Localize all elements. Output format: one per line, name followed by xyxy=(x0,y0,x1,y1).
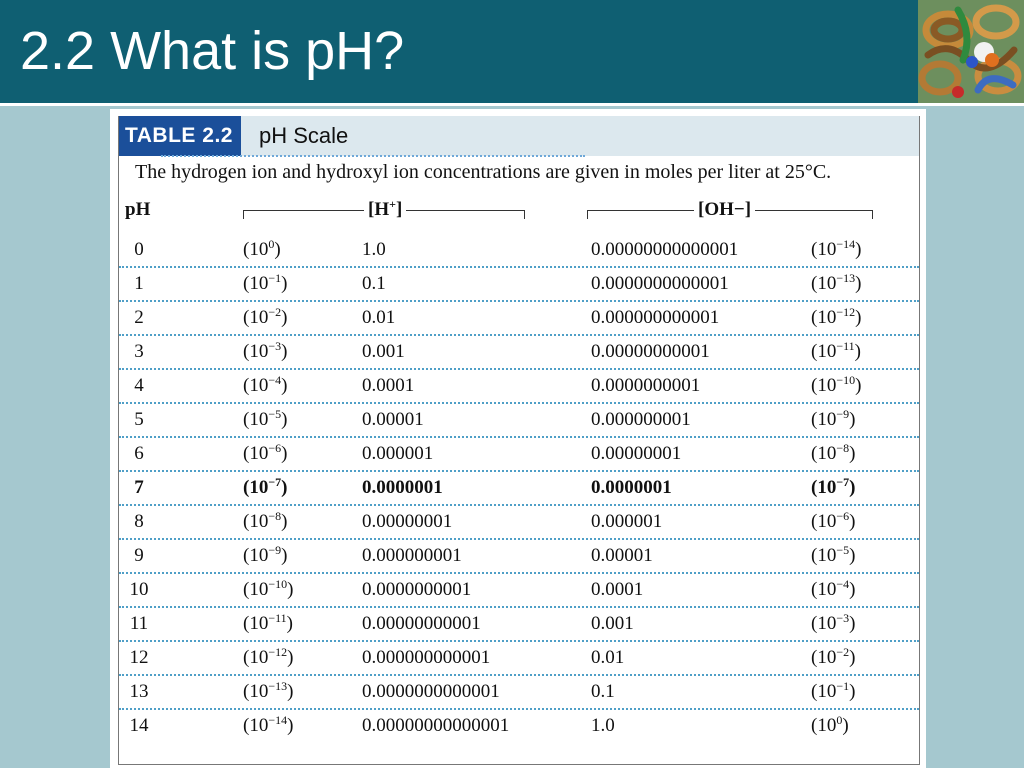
oh-concentration: 0.01 xyxy=(591,647,625,668)
h-concentration: 0.00001 xyxy=(362,409,424,430)
oh-concentration: 0.000000001 xyxy=(591,409,691,430)
table-row xyxy=(119,608,919,642)
oh-power-of-ten: $(10^{-5})$ xyxy=(811,543,856,566)
oh-power-of-ten: $(10^{-6})$ xyxy=(811,509,856,532)
ph-value: 0 xyxy=(134,239,144,260)
oh-power-of-ten: $(10^{-3})$ xyxy=(811,611,856,634)
oh-power-of-ten: $(10^{-9})$ xyxy=(811,407,856,430)
h-concentration: 0.00000000000001 xyxy=(362,715,510,736)
ph-value: 7 xyxy=(134,477,144,498)
title-divider xyxy=(0,103,1024,106)
oh-power-of-ten: $(10^{-11})$ xyxy=(811,339,861,362)
table-row xyxy=(119,472,919,506)
ph-value: 1 xyxy=(134,273,144,294)
h-concentration: 0.001 xyxy=(362,341,405,362)
h-power-of-ten: $(10^{-14})$ xyxy=(243,713,294,736)
oh-power-of-ten: $(10^{-2})$ xyxy=(811,645,856,668)
table-row xyxy=(119,234,919,268)
h-power-of-ten: $(10^{-10})$ xyxy=(243,577,294,600)
ph-value: 9 xyxy=(134,545,144,566)
h-power-of-ten: $(10^{-4})$ xyxy=(243,373,288,396)
column-header-h: [H+] xyxy=(364,199,406,221)
h-concentration: 0.0000000001 xyxy=(362,579,472,600)
slide-title: 2.2 What is pH? xyxy=(20,21,405,81)
ph-value: 4 xyxy=(134,375,144,396)
table-row xyxy=(119,710,919,744)
table-row xyxy=(119,642,919,676)
h-concentration: 0.00000000001 xyxy=(362,613,481,634)
ph-value: 14 xyxy=(129,715,149,736)
ph-value: 12 xyxy=(129,647,149,668)
table-body xyxy=(119,234,919,744)
oh-concentration: 0.00000000001 xyxy=(591,341,710,362)
oh-concentration: 0.001 xyxy=(591,613,634,634)
table-row xyxy=(119,506,919,540)
table-row xyxy=(119,336,919,370)
table-panel xyxy=(110,109,926,768)
oh-concentration: 0.00000001 xyxy=(591,443,682,464)
oh-power-of-ten: $(10^{-1})$ xyxy=(811,679,856,702)
table-row xyxy=(119,574,919,608)
h-concentration: 0.000000000001 xyxy=(362,647,491,668)
h-power-of-ten: $(10^{-7})$ xyxy=(243,475,288,498)
table-number-badge: TABLE 2.2 xyxy=(119,116,241,156)
oh-concentration: 0.000000000001 xyxy=(591,307,720,328)
table-title: pH Scale xyxy=(259,123,349,148)
h-concentration: 0.0001 xyxy=(362,375,415,396)
table-row xyxy=(119,438,919,472)
column-header-oh: [OH−] xyxy=(694,199,755,221)
ph-value: 8 xyxy=(134,511,144,532)
h-power-of-ten: $(10^{-13})$ xyxy=(243,679,294,702)
h-concentration: 0.01 xyxy=(362,307,396,328)
oh-concentration: 0.0000000001 xyxy=(591,375,701,396)
ph-value: 10 xyxy=(129,579,149,600)
oh-column-bracket xyxy=(587,199,873,220)
oh-concentration: 1.0 xyxy=(591,715,615,736)
oh-power-of-ten: $(10^{-8})$ xyxy=(811,441,856,464)
table-row xyxy=(119,268,919,302)
ph-scale-table xyxy=(118,116,920,765)
oh-concentration: 0.0000000000001 xyxy=(591,273,729,294)
protein-helix-icon xyxy=(918,0,1024,103)
h-power-of-ten: $(10^{-1})$ xyxy=(243,271,288,294)
oh-power-of-ten: $(10^{-14})$ xyxy=(811,237,862,260)
oh-concentration: 0.1 xyxy=(591,681,615,702)
oh-concentration: 0.0001 xyxy=(591,579,644,600)
h-power-of-ten: $(10^{-8})$ xyxy=(243,509,288,532)
h-concentration: 0.000000001 xyxy=(362,545,462,566)
h-power-of-ten: $(10^{-9})$ xyxy=(243,543,288,566)
header-dotted-rule xyxy=(161,155,585,157)
oh-power-of-ten: $(10^0)$ xyxy=(811,713,849,736)
h-column-bracket xyxy=(243,197,525,220)
protein-structure-image xyxy=(918,0,1024,103)
table-row xyxy=(119,540,919,574)
slide-title-bar xyxy=(0,0,918,103)
h-concentration: 0.0000001 xyxy=(362,477,443,498)
h-power-of-ten: $(10^{-5})$ xyxy=(243,407,288,430)
oh-concentration: 0.00000000000001 xyxy=(591,239,739,260)
ph-value: 13 xyxy=(129,681,149,702)
ph-value: 6 xyxy=(134,443,144,464)
table-row xyxy=(119,404,919,438)
h-concentration: 0.00000001 xyxy=(362,511,453,532)
h-power-of-ten: $(10^0)$ xyxy=(243,237,281,260)
oh-power-of-ten: $(10^{-10})$ xyxy=(811,373,862,396)
h-concentration: 0.0000000000001 xyxy=(362,681,500,702)
ph-value: 2 xyxy=(134,307,144,328)
h-power-of-ten: $(10^{-3})$ xyxy=(243,339,288,362)
h-concentration: 1.0 xyxy=(362,239,386,260)
oh-power-of-ten: $(10^{-13})$ xyxy=(811,271,862,294)
column-header-ph: pH xyxy=(125,199,151,220)
table-row xyxy=(119,676,919,710)
h-concentration: 0.000001 xyxy=(362,443,434,464)
h-concentration: 0.1 xyxy=(362,273,386,294)
h-power-of-ten: $(10^{-2})$ xyxy=(243,305,288,328)
oh-power-of-ten: $(10^{-7})$ xyxy=(811,475,856,498)
ph-value: 11 xyxy=(129,613,149,634)
table-row xyxy=(119,302,919,336)
table-row xyxy=(119,370,919,404)
h-power-of-ten: $(10^{-6})$ xyxy=(243,441,288,464)
h-power-of-ten: $(10^{-12})$ xyxy=(243,645,294,668)
ph-value: 5 xyxy=(134,409,144,430)
oh-concentration: 0.0000001 xyxy=(591,477,672,498)
oh-power-of-ten: $(10^{-4})$ xyxy=(811,577,856,600)
table-caption: The hydrogen ion and hydroxyl ion concentrations are given in moles per liter at 25°C. xyxy=(135,161,832,183)
oh-concentration: 0.00001 xyxy=(591,545,653,566)
oh-concentration: 0.000001 xyxy=(591,511,663,532)
ph-value: 3 xyxy=(134,341,144,362)
oh-power-of-ten: $(10^{-12})$ xyxy=(811,305,862,328)
h-power-of-ten: $(10^{-11})$ xyxy=(243,611,293,634)
